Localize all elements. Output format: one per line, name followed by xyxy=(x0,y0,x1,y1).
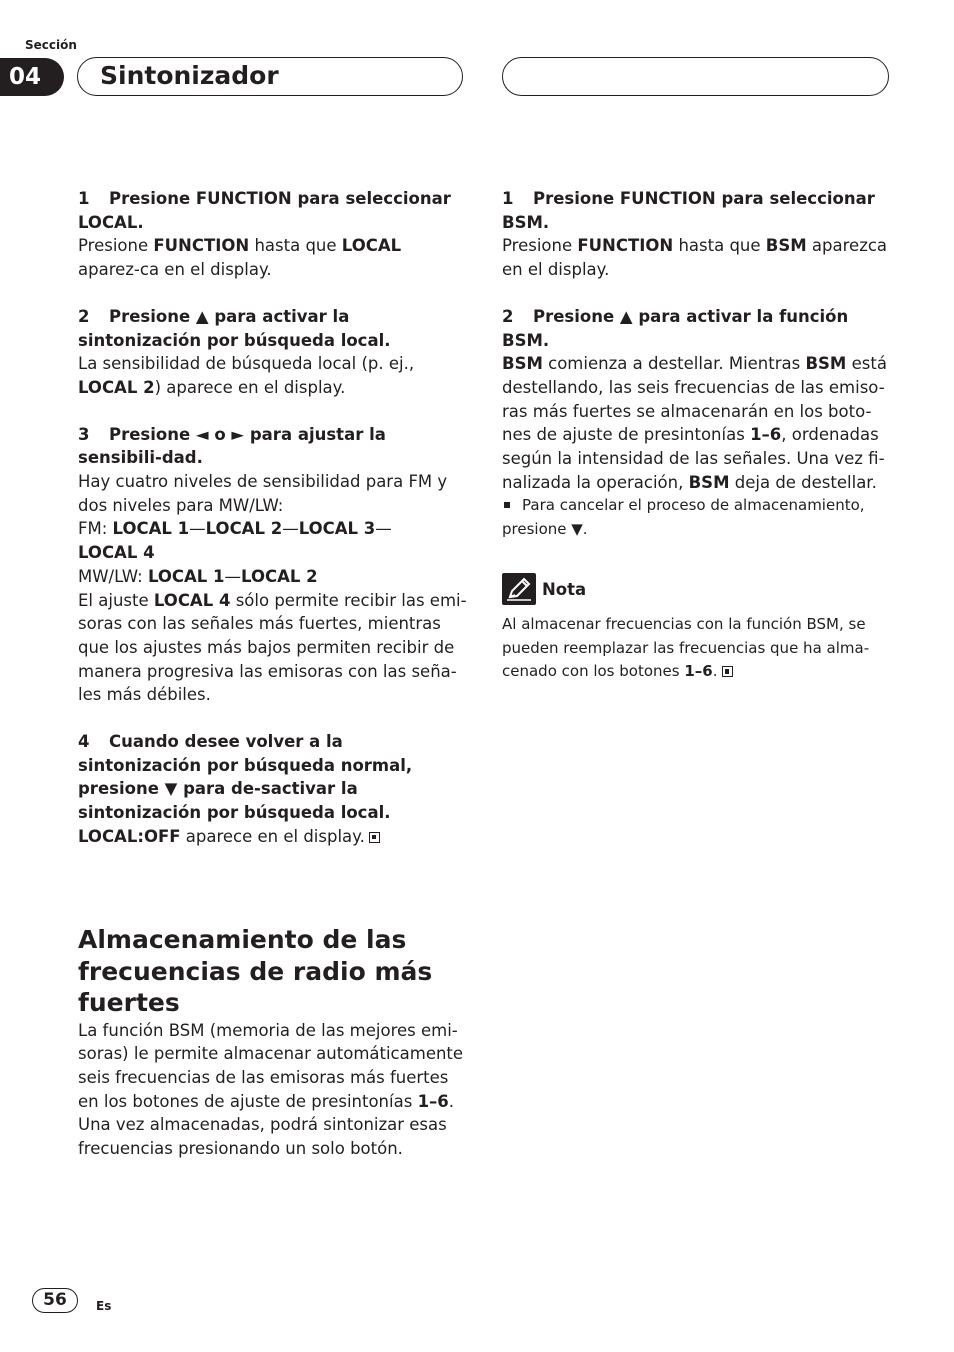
bsm-section xyxy=(78,924,468,1161)
cancel-note: Para cancelar el proceso de almacenamiento, presione ▼. xyxy=(502,496,865,538)
note-body: Al almacenar frecuencias con la función BSM, se pueden reemplazar las frecuencias que ha alma-cenado con los botones 1–6. xyxy=(502,615,870,681)
step-number: 4 xyxy=(78,732,90,752)
step-2-body: BSM comienza a destellar. Mientras BSM está destellando, las seis frecuencias de las emiso-ras más fuertes se almacenarán en los boto-nes de ajuste de presintonías 1–6, ordenadas según la intensidad de las señales. Una vez fi-nalizada la operación, BSM deja de destellar. xyxy=(502,354,887,492)
step-number: 1 xyxy=(78,189,90,208)
note-label: Nota xyxy=(542,579,587,599)
section-title-frame xyxy=(77,57,463,96)
step-title: Presione ▲ para activar la función BSM. xyxy=(502,306,849,350)
section-title: Sintonizador xyxy=(100,61,279,90)
step-number: 2 xyxy=(78,306,90,326)
section-number-badge xyxy=(0,58,64,96)
section-label: Sección xyxy=(25,38,77,52)
end-mark-icon xyxy=(722,666,733,677)
pencil-note-icon xyxy=(502,573,536,605)
step-number: 3 xyxy=(78,424,90,444)
step-1-heading xyxy=(78,187,468,234)
step-2-heading xyxy=(78,305,468,352)
step-title: Cuando desee volver a la sintonización por búsqueda normal, presione ▼ para de-sactivar la sintonización por búsqueda local. xyxy=(78,732,413,823)
step-number: 2 xyxy=(502,306,514,326)
step-title: Presione ◄ o ► para ajustar la sensibili-dad. xyxy=(78,424,386,468)
language-code: Es xyxy=(96,1299,112,1313)
step-number: 1 xyxy=(502,189,514,208)
step-1-body: Presione FUNCTION hasta que LOCAL aparez-ca en el display. xyxy=(78,236,402,280)
step-4-heading xyxy=(78,730,468,825)
mw-levels: MW/LW: LOCAL 1—LOCAL 2 xyxy=(78,566,318,586)
step-title: Presione FUNCTION para seleccionar LOCAL. xyxy=(78,189,451,232)
fm-levels: FM: LOCAL 1—LOCAL 2—LOCAL 3— LOCAL 4 xyxy=(78,519,392,563)
step-1-body: Presione FUNCTION hasta que BSM aparezca en el display. xyxy=(502,236,888,280)
bsm-intro: La función BSM (memoria de las mejores emi-soras) le permite almacenar automáticamente seis frecuencias de las emisoras más fuertes en los botones de ajuste de presintonías 1–6. Una vez almacenadas, podrá sintonizar esas frecuencias presionando un solo botón. xyxy=(78,1020,464,1159)
step-3-heading xyxy=(78,423,468,470)
step-title: Presione ▲ para activar la sintonización por búsqueda local. xyxy=(78,306,391,350)
blank-header-frame xyxy=(502,57,889,96)
step-1-heading xyxy=(502,187,892,234)
left-column xyxy=(78,187,468,849)
step-4-body: LOCAL:OFF aparece en el display. xyxy=(78,825,468,849)
bullet-icon xyxy=(504,502,510,508)
page-number: 56 xyxy=(32,1288,78,1313)
step-title: Presione FUNCTION para seleccionar BSM. xyxy=(502,189,875,232)
step-2-heading xyxy=(502,305,892,352)
step-3-body-2: El ajuste LOCAL 4 sólo permite recibir las emi-soras con las señales más fuertes, mientras que los ajustes más bajos permiten recibir de manera progresiva las emisoras con las seña-les más débiles. xyxy=(78,590,467,705)
step-3-body: Hay cuatro niveles de sensibilidad para FM y dos niveles para MW/LW: xyxy=(78,472,448,515)
note-header xyxy=(502,573,892,605)
right-column xyxy=(502,187,892,684)
section-number: 04 xyxy=(8,64,41,90)
section-heading: Almacenamiento de las frecuencias de radio más fuertes xyxy=(78,925,433,1017)
step-2-body: La sensibilidad de búsqueda local (p. ej., LOCAL 2) aparece en el display. xyxy=(78,354,415,397)
end-mark-icon xyxy=(369,832,380,843)
